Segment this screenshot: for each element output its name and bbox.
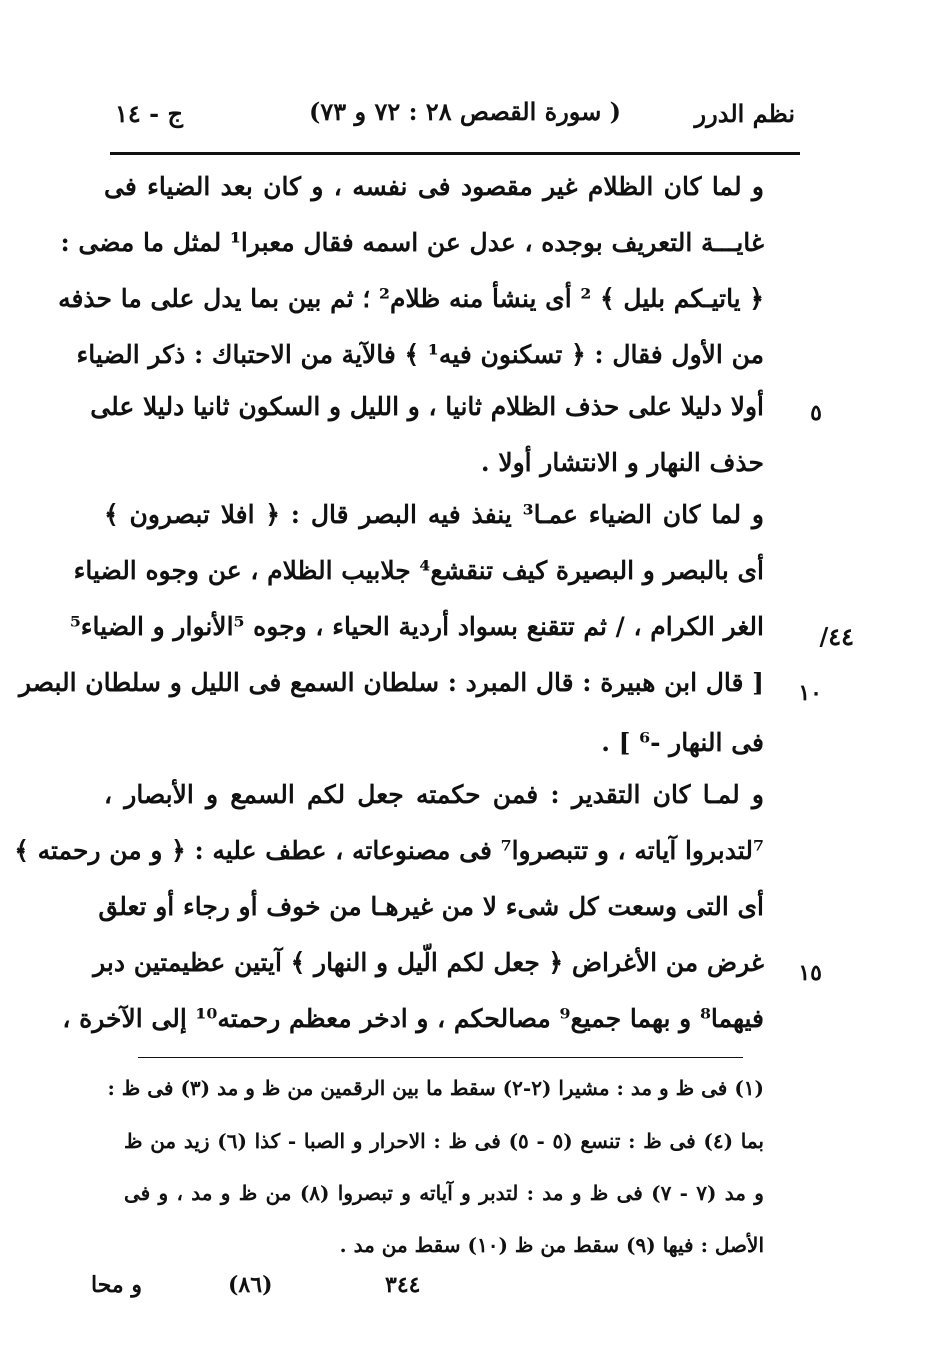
- page-number: ٣٤٤: [385, 1272, 421, 1298]
- footnote-line: (١) فى ظ و مد : مشيرا (٢-٢) سقط ما بين الرقمين من ظ و مد (٣) فى ظ :: [107, 1076, 764, 1100]
- text-line: غايـــة التعريف بوجده ، عدل عن اسمه فقال معبرا¹ لمثل ما مضى :: [60, 228, 764, 257]
- text-line: حذف النهار و الانتشار أولا .: [480, 448, 764, 477]
- text-line: الغر الكرام ، / ثم تتقنع بسواد أردية الحياء ، وجوه ⁵الأنوار و الضياء⁵: [69, 612, 764, 641]
- text-line: ⁷لتدبروا آياته ، و تتبصروا⁷ فى مصنوعاته ، عطف عليه : ﴿ و من رحمته ﴾: [14, 836, 764, 865]
- line-number-5: ٥: [810, 400, 822, 426]
- text-line: فيهما⁸ و بهما جميع⁹ مصالحكم ، و ادخر معظم رحمته¹⁰ إلى الآخرة ،: [62, 1004, 764, 1033]
- header-rule: [110, 152, 800, 155]
- text-line: أى التى وسعت كل شىء لا من غيرهـا من خوف أو رجاء أو تعلق: [98, 892, 764, 921]
- footnote-rule: [138, 1057, 743, 1058]
- text-line: ﴿ ياتيـكم بليل ﴾ ² أى ينشأ منه ظلام² ؛ ثم بين بما يدل على ما حذفه: [58, 284, 764, 313]
- text-line: و لما كان الضياء عمـا³ ينفذ فيه البصر قال : ﴿ افلا تبصرون ﴾: [104, 500, 764, 529]
- line-number-15: ١٥: [798, 960, 822, 986]
- text-line: من الأول فقال : ﴿ تسكنون فيه¹ ﴾ فالآية من الاحتباك : ذكر الضياء: [76, 340, 764, 369]
- text-line: [ قال ابن هبيرة : قال المبرد : سلطان السمع فى الليل و سلطان البصر: [19, 668, 764, 697]
- text-line: أى بالبصر و البصيرة كيف تنقشع⁴ جلابيب الظلام ، عن وجوه الضياء: [73, 556, 764, 585]
- volume-mark: (٨٦): [228, 1272, 273, 1298]
- book-title: نظم الدرر: [694, 99, 795, 128]
- text-line: و لما كان الظلام غير مقصود فى نفسه ، و كان بعد الضياء فى: [104, 172, 764, 201]
- footnote-line: و مد (٧ - ٧) فى ظ و مد : لتدبر و آياته و تبصروا (٨) من ظ و مد ، و فى: [124, 1181, 764, 1205]
- catchword: و محا: [91, 1272, 142, 1298]
- text-line: أولا دليلا على حذف الظلام ثانيا ، و الليل و السكون ثانيا دليلا على: [90, 392, 764, 421]
- surah-info: ( سورة القصص ٢٨ : ٧٢ و ٧٣): [308, 97, 622, 126]
- part-number: ج - ١٤: [115, 99, 183, 128]
- line-number-10: ١٠: [798, 680, 822, 706]
- footnote-line: الأصل : فيها (٩) سقط من ظ (١٠) سقط من مد .: [339, 1233, 764, 1257]
- footnote-line: بما (٤) فى ظ : تنسع (٥ - ٥) فى ظ : الاحرار و الصبا - كذا (٦) زيد من ظ: [124, 1129, 764, 1153]
- text-line: فى النهار -⁶ ] .: [601, 728, 764, 757]
- text-line: غرض من الأغراض ﴿ جعل لكم الّيل و النهار ﴾ آيتين عظيمتين دبر: [93, 948, 764, 977]
- running-header: [115, 95, 795, 135]
- margin-folio-note: ٤٤/: [819, 622, 854, 651]
- text-line: و لمـا كان التقدير : فمن حكمته جعل لكم السمع و الأبصار ،: [104, 780, 764, 809]
